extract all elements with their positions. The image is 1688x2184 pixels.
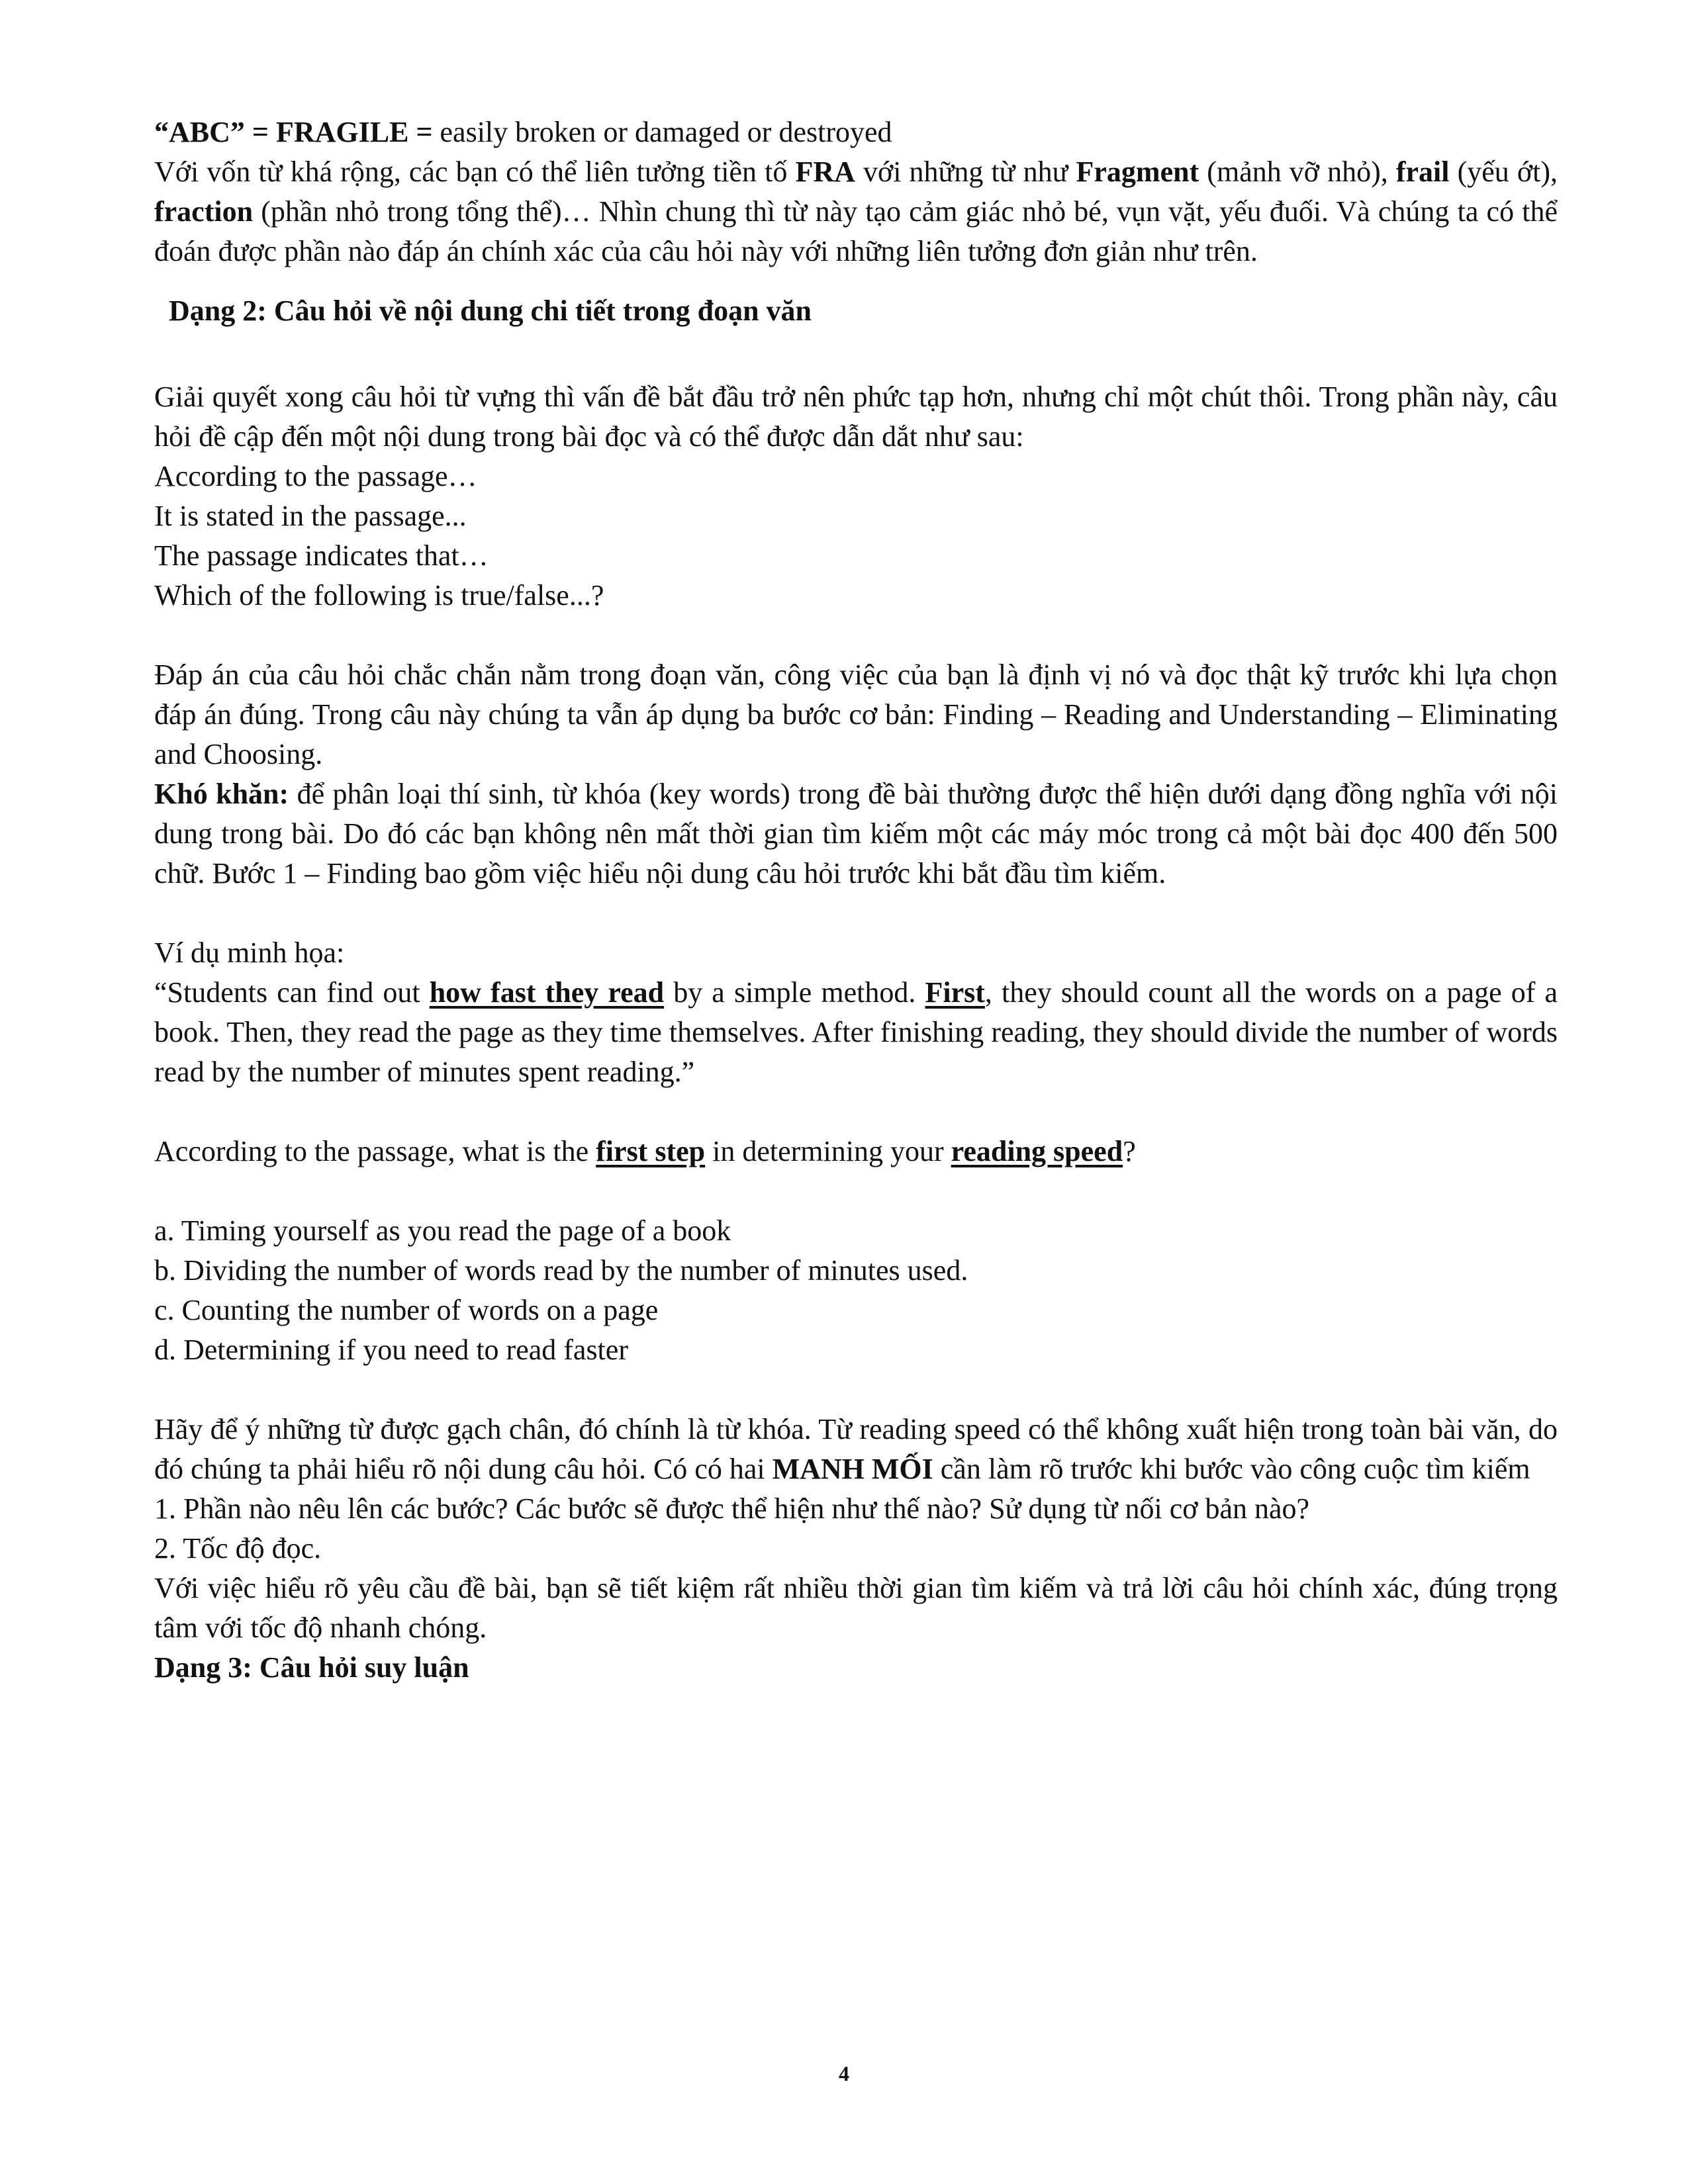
example-text-2: by a simple method. — [664, 976, 925, 1009]
intro-text-3: (mảnh vỡ nhỏ), — [1199, 156, 1396, 188]
difficulty-paragraph — [154, 774, 1558, 893]
explanation-paragraph — [154, 1410, 1558, 1489]
example-underlined-first: First — [925, 976, 985, 1009]
question-text-3: ? — [1123, 1135, 1136, 1167]
intro-text-1: Với vốn từ khá rộng, các bạn có thể liên tưởng tiền tố — [154, 156, 796, 188]
definition-term: “ABC” = FRAGILE = — [154, 116, 433, 148]
answer-option: b. Dividing the number of words read by the number of minutes used. — [154, 1254, 968, 1287]
answer-option: d. Determining if you need to read faster — [154, 1334, 628, 1366]
intro-bold-fragment: Fragment — [1076, 156, 1199, 188]
clue-item: 2. Tốc độ đọc. — [154, 1532, 322, 1565]
example-label: Ví dụ minh họa: — [154, 936, 345, 969]
conclusion-paragraph: Với việc hiểu rõ yêu cầu đề bài, bạn sẽ tiết kiệm rất nhiều thời gian tìm kiếm và trả lời câu hỏi chính xác, đúng trọng tâm với tốc độ nhanh chóng. — [154, 1572, 1558, 1644]
intro-bold-fra: FRA — [795, 156, 855, 188]
intro-bold-fraction: fraction — [154, 195, 254, 228]
explanation-text-2: cần làm rõ trước khi bước vào công cuộc tìm kiếm — [933, 1453, 1530, 1485]
question-text-1: According to the passage, what is the — [154, 1135, 596, 1167]
answer-option: a. Timing yourself as you read the page of a book — [154, 1214, 731, 1247]
intro-text-4: (yếu ớt), — [1449, 156, 1558, 188]
example-text-3: , they should count all the words on a page of a book. Then, they read the page as they time themselves. After finishing reading, they should divide the number of words read by the number of minutes spent reading.” — [154, 976, 1558, 1088]
intro-paragraph — [154, 152, 1558, 271]
example-passage — [154, 973, 1558, 1092]
clue-item: 1. Phần nào nêu lên các bước? Các bước sẽ được thể hiện như thế nào? Sử dụng từ nối cơ bản nào? — [154, 1492, 1310, 1525]
example-text-1: “Students can find out — [154, 976, 430, 1009]
document-page — [154, 113, 1558, 1688]
section2-intro: Giải quyết xong câu hỏi từ vựng thì vấn đề bắt đầu trở nên phức tạp hơn, nhưng chỉ một chút thôi. Trong phần này, câu hỏi đề cập đến một nội dung trong bài đọc và có thể được dẫn dắt như sau: — [154, 381, 1558, 453]
intro-text-5: (phần nhỏ trong tổng thể)… Nhìn chung thì từ này tạo cảm giác nhỏ bé, vụn vặt, yếu đuối. Và chúng ta có thể đoán được phần nào đáp án chính xác của câu hỏi này với những liên tưởng đơn giản như trên. — [154, 195, 1558, 267]
example-question — [154, 1132, 1558, 1171]
answer-paragraph: Đáp án của câu hỏi chắc chắn nằm trong đoạn văn, công việc của bạn là định vị nó và đọc thật kỹ trước khi lựa chọn đáp án đúng. Trong câu này chúng ta vẫn áp dụng ba bước cơ bản: Finding – Reading and Understanding – Eliminating and Choosing. — [154, 659, 1558, 770]
definition-meaning: easily broken or damaged or destroyed — [432, 116, 892, 148]
question-stem: The passage indicates that… — [154, 539, 489, 572]
question-text-2: in determining your — [705, 1135, 951, 1167]
question-underlined-reading-speed: reading speed — [951, 1135, 1123, 1167]
question-stem: It is stated in the passage... — [154, 500, 467, 532]
answer-option: c. Counting the number of words on a page — [154, 1294, 659, 1326]
question-underlined-first-step: first step — [596, 1135, 706, 1167]
heading-dang-2: Dạng 2: Câu hỏi về nội dung chi tiết trong đoạn văn — [169, 295, 812, 327]
difficulty-text: để phân loại thí sinh, từ khóa (key words) trong đề bài thường được thể hiện dưới dạng đồng nghĩa với nội dung trong bài. Do đó các bạn không nên mất thời gian tìm kiếm một các máy móc trong cả một bài đọc 400 đến 500 chữ. Bước 1 – Finding bao gồm việc hiểu nội dung câu hỏi trước khi bắt đầu tìm kiếm. — [154, 778, 1558, 889]
intro-text-2: với những từ như — [855, 156, 1076, 188]
question-stem: Which of the following is true/false...? — [154, 579, 604, 612]
question-stem: According to the passage… — [154, 460, 477, 492]
explanation-bold-manh-moi: MANH MỐI — [772, 1453, 933, 1485]
definition-line — [154, 113, 1558, 152]
heading-dang-3: Dạng 3: Câu hỏi suy luận — [154, 1651, 469, 1684]
example-underlined-how-fast: how fast they read — [429, 976, 665, 1009]
explanation-text-1: Hãy để ý những từ được gạch chân, đó chính là từ khóa. Từ reading speed có thể không xuất hiện trong toàn bài văn, do đó chúng ta phải hiểu rõ nội dung câu hỏi. Có có hai — [154, 1413, 1558, 1485]
difficulty-label: Khó khăn: — [154, 778, 289, 810]
intro-bold-frail: frail — [1395, 156, 1450, 188]
page-number: 4 — [839, 2062, 849, 2085]
